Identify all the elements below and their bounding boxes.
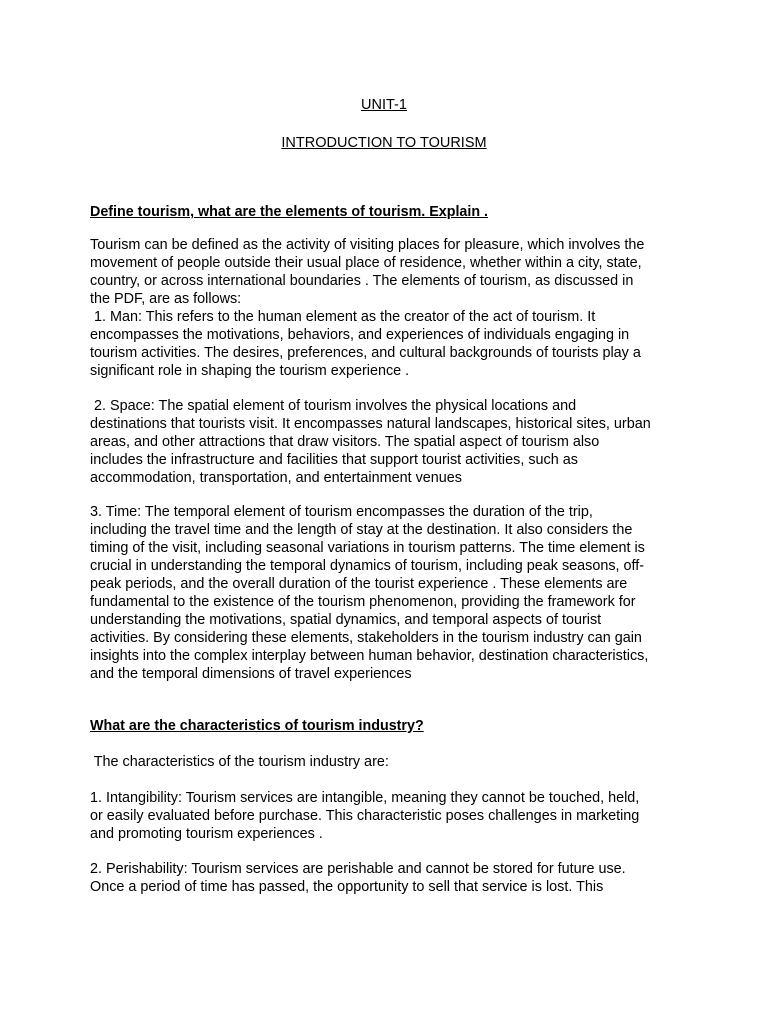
text-line: destinations that tourists visit. It encompasses natural landscapes, historical sites, urban — [90, 416, 651, 432]
text-line: crucial in understanding the temporal dynamics of tourism, including peak seasons, off- — [90, 558, 645, 574]
text-line: or easily evaluated before purchase. This characteristic poses challenges in marketing — [90, 808, 640, 824]
text-line: The characteristics of the tourism industry are: — [90, 754, 389, 770]
text-line: 2. Space: The spatial element of tourism involves the physical locations and — [90, 398, 577, 414]
text-line: and promoting tourism experiences . — [90, 826, 323, 842]
section-heading-define-tourism: Define tourism, what are the elements of tourism. Explain . — [90, 204, 489, 220]
text-line: Once a period of time has passed, the opportunity to sell that service is lost. This — [90, 879, 604, 895]
text-line: insights into the complex interplay between human behavior, destination characteristics, — [90, 648, 649, 664]
text-line: accommodation, transportation, and entertainment venues — [90, 470, 462, 486]
unit-title: UNIT-1 — [361, 97, 407, 113]
text-line: including the travel time and the length of stay at the destination. It also considers the — [90, 522, 633, 538]
text-line: the PDF, are as follows: — [90, 291, 242, 307]
text-line: and the temporal dimensions of travel experiences — [90, 666, 412, 682]
text-line: fundamental to the existence of the tourism phenomenon, providing the framework for — [90, 594, 636, 610]
text-line: tourism activities. The desires, preferences, and cultural backgrounds of tourists play a — [90, 345, 641, 361]
text-line: 2. Perishability: Tourism services are perishable and cannot be stored for future use. — [90, 861, 626, 877]
section-heading-characteristics: What are the characteristics of tourism industry? — [90, 718, 424, 734]
text-line: peak periods, and the overall duration of the tourist experience . These elements are — [90, 576, 628, 592]
text-line: 1. Intangibility: Tourism services are intangible, meaning they cannot be touched, held, — [90, 790, 640, 806]
paragraph-characteristics-intro — [90, 753, 690, 771]
text-line: encompasses the motivations, behaviors, and experiences of individuals engaging in — [90, 327, 630, 343]
text-line: 3. Time: The temporal element of tourism encompasses the duration of the trip, — [90, 504, 593, 520]
text-line: 1. Man: This refers to the human element as the creator of the act of tourism. It — [90, 309, 596, 325]
text-line: areas, and other attractions that draw visitors. The spatial aspect of tourism also — [90, 434, 600, 450]
text-line: significant role in shaping the tourism experience . — [90, 363, 410, 379]
text-line: understanding the motivations, spatial dynamics, and temporal aspects of tourist — [90, 612, 602, 628]
text-line: timing of the visit, including seasonal variations in tourism patterns. The time element is — [90, 540, 645, 556]
paragraph-definition-man — [90, 236, 690, 380]
paragraph-perishability — [90, 860, 690, 896]
paragraph-space — [90, 397, 690, 487]
text-line: movement of people outside their usual place of residence, whether within a city, state, — [90, 255, 642, 271]
paragraph-intangibility — [90, 789, 690, 843]
text-line: country, or across international boundaries . The elements of tourism, as discussed in — [90, 273, 634, 289]
paragraph-time — [90, 503, 690, 683]
text-line: includes the infrastructure and facilities that support tourist activities, such as — [90, 452, 578, 468]
chapter-title: INTRODUCTION TO TOURISM — [281, 135, 487, 151]
text-line: activities. By considering these elements, stakeholders in the tourism industry can gain — [90, 630, 642, 646]
text-line: Tourism can be defined as the activity of visiting places for pleasure, which involves the — [90, 237, 645, 253]
